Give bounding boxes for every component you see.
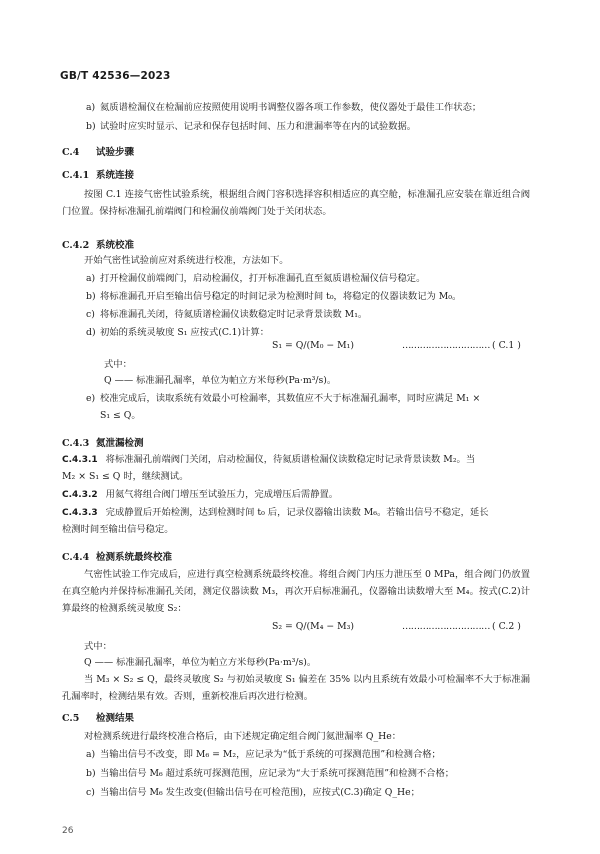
list-item	[86, 120, 416, 133]
item-mark: e)	[86, 393, 96, 404]
subclause-number: C.4.3.2	[62, 490, 98, 500]
section-heading-c44	[62, 549, 172, 563]
item-mark: a)	[86, 102, 96, 113]
section-number: C.4.3	[62, 438, 90, 449]
item-text: 将标准漏孔开启至输出信号稳定的时间记录为检测时间 t₀，将稳定的仪器读数记为 M₀。	[100, 291, 462, 302]
equation-label: ( C.2 )	[492, 621, 521, 632]
paragraph: 对检测系统进行最终校准合格后，由下述规定确定组合阀门氦泄漏率 Q_He：	[84, 731, 402, 742]
list-item	[86, 101, 481, 114]
list-item	[86, 392, 480, 405]
subclause-continuation: 检测时间至输出信号稳定。	[62, 524, 174, 535]
subclause-text: 用氦气将组合阀门增压至试验压力，完成增压后需静置。	[105, 489, 339, 500]
section-title: 系统校准	[96, 240, 135, 251]
paragraph: 按图 C.1 连接气密性试验系统，根据组合阀门容积选择容积相适应的真空舱，标准漏孔应安装在靠近组合阀门位置。保持标准漏孔前端阀门和检漏仪前端阀门处于关闭状态。	[62, 189, 530, 217]
item-mark: b)	[86, 291, 96, 302]
item-mark: b)	[86, 121, 96, 132]
section-title: 氦泄漏检测	[96, 438, 144, 449]
equation-expr: S₂ = Q/(M₄ − M₃)	[272, 621, 354, 632]
item-text: 校准完成后，读取系统有效最小可检漏率，其数值应不大于标准漏孔漏率，同时应满足 M₁ ×	[100, 393, 481, 404]
equation-label: ( C.1 )	[492, 340, 521, 351]
subclause-number: C.4.3.3	[62, 508, 98, 518]
subclause-continuation: M₂ × S₁ ≤ Q 时，继续测试。	[62, 471, 189, 482]
list-item	[86, 767, 454, 780]
item-text: 打开检漏仪前端阀门，启动检漏仪，打开标准漏孔直至氦质谱检漏仪信号稳定。	[100, 273, 426, 284]
subclause-c433	[62, 506, 489, 520]
standard-code: GB/T 42536—2023	[60, 70, 171, 82]
section-number: C.4.1	[62, 170, 90, 181]
list-item	[86, 308, 367, 321]
equation-c1	[272, 340, 354, 351]
item-mark: c)	[86, 309, 95, 320]
item-text: 氦质谱检漏仪在检漏前应按照使用说明书调整仪器各项工作参数，使仪器处于最佳工作状态；	[100, 102, 482, 113]
paragraph: 气密性试验工作完成后，应进行真空检测系统最终校准。将组合阀门内压力泄压至 0 MPa，组合阀门仍放置在真空舱内并保持标准漏孔关闭，测定仪器读数 M₃，再次开启标准漏孔，仪器输出读数增大至 M₄。按式(C.2)计算最终的检测系统灵敏度 S₂：	[62, 569, 530, 614]
subclause-number: C.4.3.1	[62, 455, 98, 465]
item-text: 当输出信号 M₆ 超过系统可探测范围，应记录为“大于系统可探测范围”和检测不合格；	[100, 768, 455, 779]
list-item	[86, 272, 425, 285]
variable-definition: Q —— 标准漏孔漏率，单位为帕立方米每秒(Pa·m³/s)。	[104, 375, 337, 386]
section-number: C.5	[62, 713, 80, 724]
where-label: 式中：	[84, 641, 112, 652]
item-mark: d)	[86, 327, 96, 338]
section-title: 检测结果	[96, 713, 135, 724]
item-mark: b)	[86, 768, 96, 779]
equation-c2	[272, 621, 354, 632]
section-heading-c5	[62, 710, 134, 724]
item-mark: a)	[86, 273, 96, 284]
item-mark: a)	[86, 749, 96, 760]
section-heading-c43	[62, 435, 144, 449]
list-item	[86, 786, 420, 799]
section-title: 系统连接	[96, 170, 135, 181]
item-text: 初始的系统灵敏度 S₁ 应按式(C.1)计算：	[100, 327, 270, 338]
section-number: C.4.2	[62, 240, 90, 251]
section-number: C.4.4	[62, 552, 90, 563]
equation-expr: S₁ = Q/(M₀ − M₁)	[272, 340, 354, 351]
item-continuation: S₁ ≤ Q。	[100, 410, 141, 421]
section-heading-c4	[62, 144, 134, 158]
list-item	[86, 290, 461, 303]
equation-dots: …………………………	[402, 340, 490, 351]
subclause-c432	[62, 488, 338, 502]
subclause-text: 完成静置后开始检测，达到检测时间 t₀ 后，记录仪器输出读数 M₆。若输出信号不稳定，延长	[105, 507, 489, 518]
subclause-text: 将标准漏孔前端阀门关闭，启动检漏仪，待氦质谱检漏仪读数稳定时记录背景读数 M₂。当	[105, 454, 476, 465]
item-text: 将标准漏孔关闭，待氦质谱检漏仪读数稳定时记录背景读数 M₁。	[100, 309, 368, 320]
page-number: 26	[62, 826, 74, 836]
subclause-c431	[62, 453, 475, 467]
section-heading-c41	[62, 167, 134, 181]
section-number: C.4	[62, 147, 80, 158]
section-heading-c42	[62, 237, 134, 251]
list-item	[86, 748, 441, 761]
item-text: 当输出信号 M₆ 发生改变(但输出信号在可检范围)，应按式(C.3)确定 Q_He；	[100, 787, 420, 798]
item-text: 试验时应实时显示、记录和保存包括时间、压力和泄漏率等在内的试验数据。	[100, 121, 417, 132]
where-label: 式中：	[104, 359, 132, 370]
section-title: 试验步骤	[96, 147, 135, 158]
variable-definition: Q —— 标准漏孔漏率，单位为帕立方米每秒(Pa·m³/s)。	[84, 657, 317, 668]
section-title: 检测系统最终校准	[96, 552, 173, 563]
equation-dots: …………………………	[402, 621, 490, 632]
item-mark: c)	[86, 787, 95, 798]
item-text: 当输出信号不改变，即 M₆ = M₂，应记录为“低于系统的可探测范围”和检测合格；	[100, 749, 441, 760]
paragraph: 当 M₃ × S₂ ≤ Q，最终灵敏度 S₂ 与初始灵敏度 S₁ 偏差在 35% 以内且系统有效最小可检漏率不大于标准漏孔漏率时，检测结果有效。否则，重新校准后再次进行检测。	[62, 674, 530, 702]
list-item	[86, 326, 269, 339]
paragraph: 开始气密性试验前应对系统进行校准，方法如下。	[84, 255, 289, 266]
